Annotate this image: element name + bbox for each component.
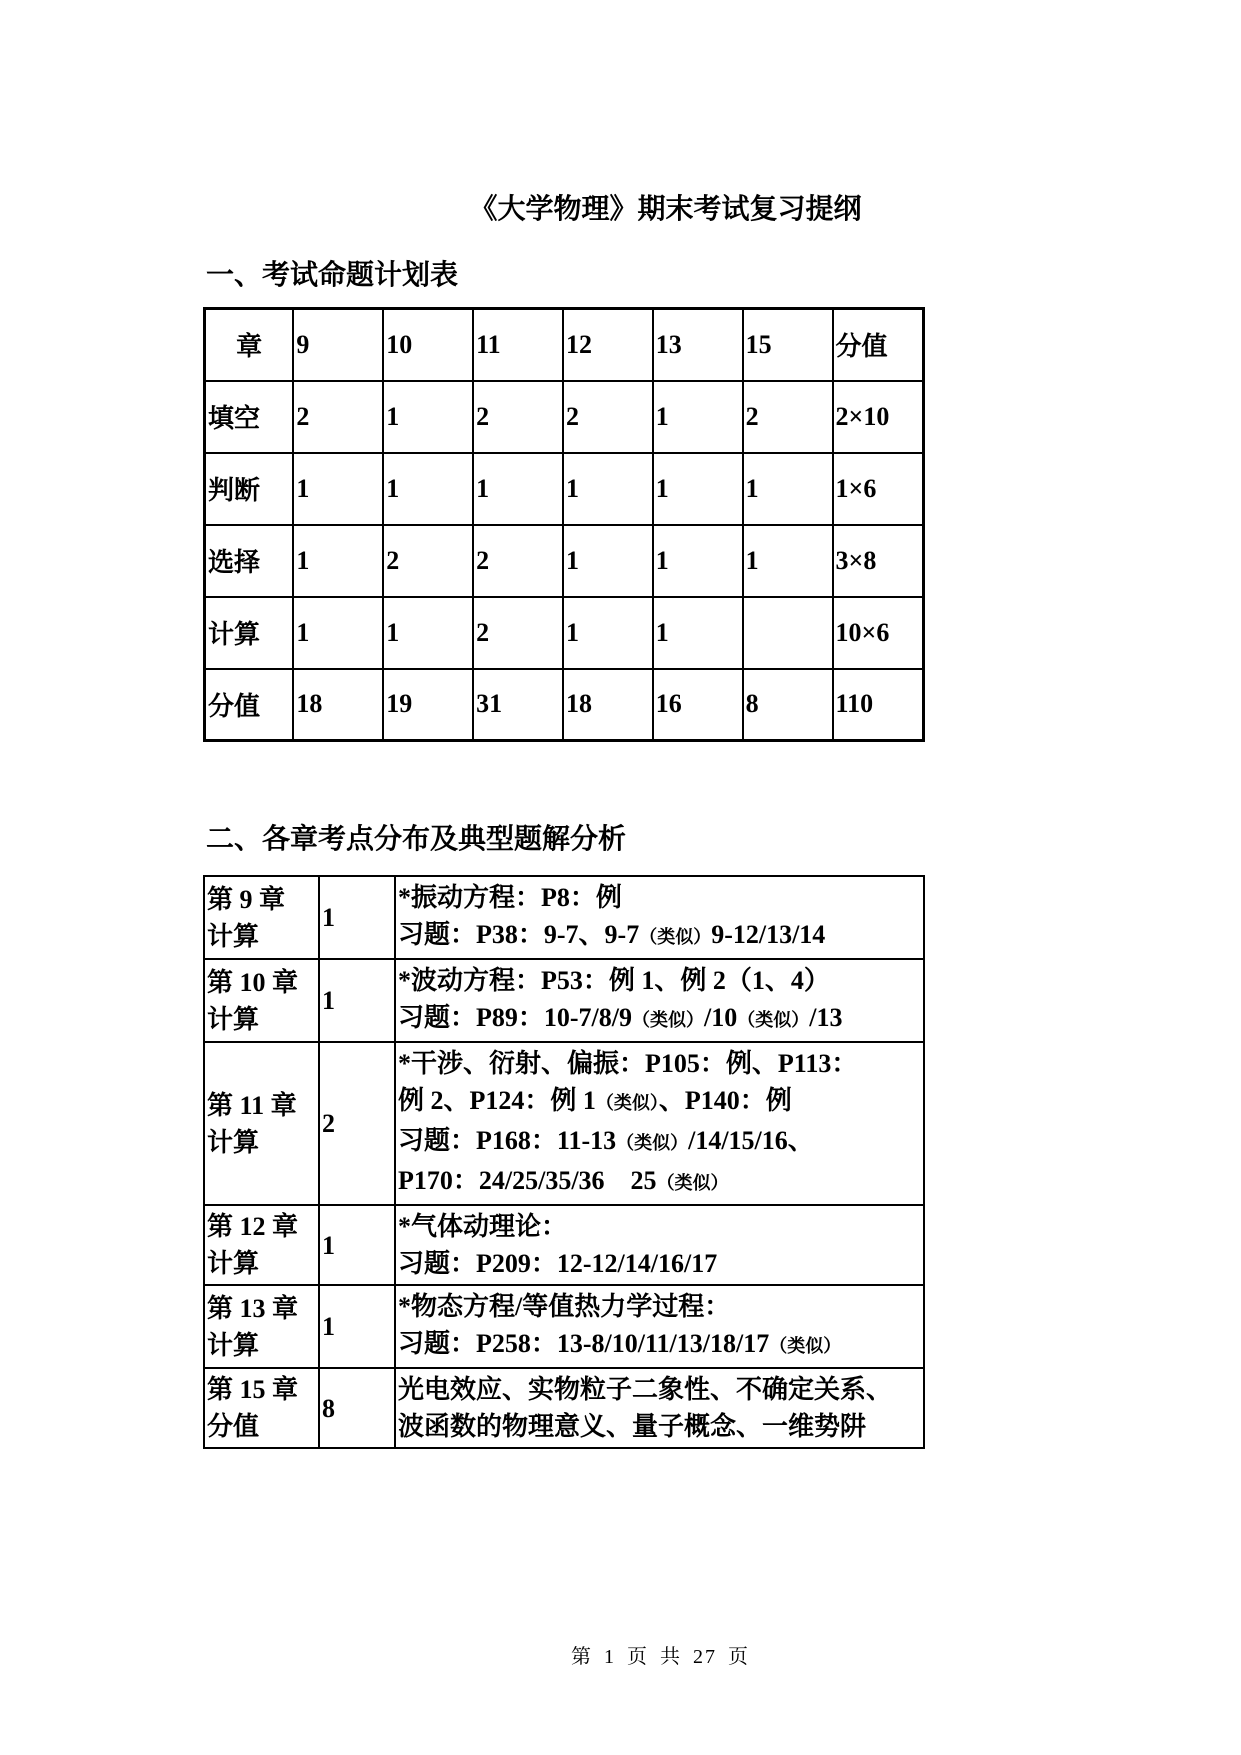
content-text: 光电效应、实物粒子二象性、不确定关系、 (398, 1375, 893, 1404)
plan-header-cell: 15 (743, 309, 833, 381)
content-text: 习题：P258：13-8/10/11/13/18/17 (398, 1329, 770, 1358)
chapter-content-cell (395, 1205, 924, 1285)
content-line (398, 1371, 921, 1408)
plan-cell: 2 (473, 525, 563, 597)
chapter-content-cell (395, 959, 924, 1042)
plan-cell: 110 (833, 669, 924, 741)
content-line (398, 1122, 921, 1162)
plan-header-cell: 13 (653, 309, 743, 381)
content-text: /13 (809, 1003, 843, 1032)
content-text: 波函数的物理意义、量子概念、一维势阱 (398, 1412, 867, 1441)
plan-cell: 填空 (205, 381, 294, 453)
plan-cell: 2×10 (833, 381, 924, 453)
section-heading-chapter-analysis: 二、各章考点分布及典型题解分析 (206, 824, 627, 855)
content-text: *振动方程：P8：例 (398, 883, 622, 912)
content-text: 习题：P168：11-13 (398, 1126, 617, 1155)
plan-cell: 1 (653, 381, 743, 453)
plan-cell: 1 (653, 525, 743, 597)
plan-cell: 1 (293, 597, 383, 669)
plan-cell: 8 (743, 669, 833, 741)
chapter-label-cell (204, 1368, 319, 1448)
plan-cell: 1 (563, 525, 653, 597)
plan-header-cell: 12 (563, 309, 653, 381)
plan-header-cell: 分值 (833, 309, 924, 381)
plan-cell: 19 (383, 669, 473, 741)
content-text: 习题：P38：9-7、9-7 (398, 920, 640, 949)
content-text: 习题：P89：10-7/8/9 (398, 1003, 632, 1032)
chapter-count-cell: 1 (319, 959, 395, 1042)
chapter-name: 第 11 章 (207, 1090, 297, 1120)
chapter-name: 第 13 章 (207, 1293, 299, 1323)
similar-note: （类似） (656, 1173, 729, 1193)
content-text: /14/15/16、 (688, 1126, 814, 1155)
content-text: P170：24/25/35/36 25 (398, 1166, 657, 1195)
content-line (398, 1045, 921, 1082)
content-text: 9-12/13/14 (711, 920, 826, 949)
chapter-question-type: 计算 (207, 1330, 260, 1360)
plan-cell: 判断 (205, 453, 294, 525)
content-line (398, 999, 921, 1039)
plan-cell: 1 (563, 453, 653, 525)
chapter-label-cell (204, 959, 319, 1042)
content-text: 习题：P209：12-12/14/16/17 (398, 1249, 718, 1278)
plan-cell: 1 (383, 453, 473, 525)
chapter-label-cell (204, 1205, 319, 1285)
plan-cell: 2 (743, 381, 833, 453)
chapter-question-type: 计算 (207, 921, 260, 951)
plan-cell: 2 (383, 525, 473, 597)
plan-cell: 1 (293, 453, 383, 525)
section-heading-exam-plan: 一、考试命题计划表 (206, 260, 459, 291)
similar-note: （类似） (616, 1133, 689, 1153)
chapter-content-cell (395, 1368, 924, 1448)
chapter-count-cell: 1 (319, 1285, 395, 1368)
plan-cell: 1 (293, 525, 383, 597)
chapter-row (204, 1042, 924, 1205)
similar-note: （类似） (639, 927, 712, 947)
plan-cell: 1 (383, 597, 473, 669)
plan-cell: 1 (653, 453, 743, 525)
chapter-count-cell: 8 (319, 1368, 395, 1448)
chapter-count-cell: 1 (319, 1205, 395, 1285)
content-line (398, 1162, 921, 1202)
similar-note: （类似） (595, 1093, 659, 1113)
content-line (398, 916, 921, 956)
chapter-label-cell (204, 1285, 319, 1368)
chapter-row (204, 959, 924, 1042)
plan-cell: 10×6 (833, 597, 924, 669)
plan-header-cell: 9 (293, 309, 383, 381)
content-text: *干涉、衍射、偏振：P105：例、P113： (398, 1049, 858, 1078)
plan-cell: 1 (473, 453, 563, 525)
plan-cell: 31 (473, 669, 563, 741)
chapter-name: 第 12 章 (207, 1212, 299, 1241)
chapter-row (204, 876, 924, 959)
similar-note: （类似） (769, 1336, 842, 1356)
content-line (398, 1325, 921, 1365)
content-text: 、P140：例 (658, 1086, 792, 1115)
plan-cell: 18 (293, 669, 383, 741)
chapter-row (204, 1368, 924, 1448)
document-title: 《大学物理》期末考试复习提纲 (469, 194, 862, 225)
plan-cell: 1 (563, 597, 653, 669)
content-line (398, 1245, 921, 1282)
chapter-question-type: 计算 (207, 1249, 260, 1278)
content-text: /10 (704, 1003, 738, 1032)
chapter-question-type: 计算 (207, 1127, 260, 1157)
plan-row (205, 381, 924, 453)
plan-row (205, 525, 924, 597)
plan-cell: 1 (743, 453, 833, 525)
chapter-analysis-table (203, 875, 925, 1449)
plan-header-cell: 章 (205, 309, 294, 381)
chapter-question-type: 计算 (207, 1004, 260, 1034)
content-line (398, 1288, 921, 1325)
plan-cell: 18 (563, 669, 653, 741)
content-text: 例 2、P124：例 1 (398, 1086, 596, 1115)
similar-note: （类似） (632, 1010, 704, 1030)
chapter-name: 第 15 章 (207, 1375, 299, 1404)
chapter-label-cell (204, 876, 319, 959)
plan-cell: 1×6 (833, 453, 924, 525)
chapter-content-cell (395, 876, 924, 959)
content-line (398, 879, 921, 916)
content-line (398, 1208, 921, 1245)
content-line (398, 1082, 921, 1122)
similar-note: （类似） (737, 1010, 810, 1030)
plan-cell: 2 (473, 381, 563, 453)
plan-cell: 16 (653, 669, 743, 741)
plan-cell: 2 (473, 597, 563, 669)
page-footer: 第 1 页 共 27 页 (571, 1646, 750, 1668)
content-text: *气体动理论： (398, 1212, 568, 1241)
plan-cell: 2 (563, 381, 653, 453)
plan-cell: 分值 (205, 669, 294, 741)
chapter-name: 第 10 章 (207, 967, 299, 997)
plan-cell: 1 (743, 525, 833, 597)
chapter-count-cell: 1 (319, 876, 395, 959)
plan-cell: 1 (383, 381, 473, 453)
plan-cell (743, 597, 833, 669)
plan-row (205, 669, 924, 741)
content-line (398, 962, 921, 999)
chapter-row (204, 1205, 924, 1285)
content-line (398, 1408, 921, 1445)
chapter-label-cell (204, 1042, 319, 1205)
plan-header-cell: 11 (473, 309, 563, 381)
exam-plan-table (203, 307, 925, 742)
plan-cell: 选择 (205, 525, 294, 597)
plan-cell: 3×8 (833, 525, 924, 597)
plan-header-row (205, 309, 924, 381)
chapter-content-cell (395, 1042, 924, 1205)
content-text: *物态方程/等值热力学过程： (398, 1292, 731, 1321)
content-text: *波动方程：P53：例 1、例 2（1、4） (398, 966, 830, 995)
plan-row (205, 597, 924, 669)
chapter-name: 第 9 章 (207, 884, 286, 914)
plan-header-cell: 10 (383, 309, 473, 381)
plan-cell: 2 (293, 381, 383, 453)
chapter-row (204, 1285, 924, 1368)
plan-row (205, 453, 924, 525)
plan-cell: 计算 (205, 597, 294, 669)
chapter-question-type: 分值 (207, 1412, 260, 1441)
plan-cell: 1 (653, 597, 743, 669)
chapter-content-cell (395, 1285, 924, 1368)
chapter-count-cell: 2 (319, 1042, 395, 1205)
